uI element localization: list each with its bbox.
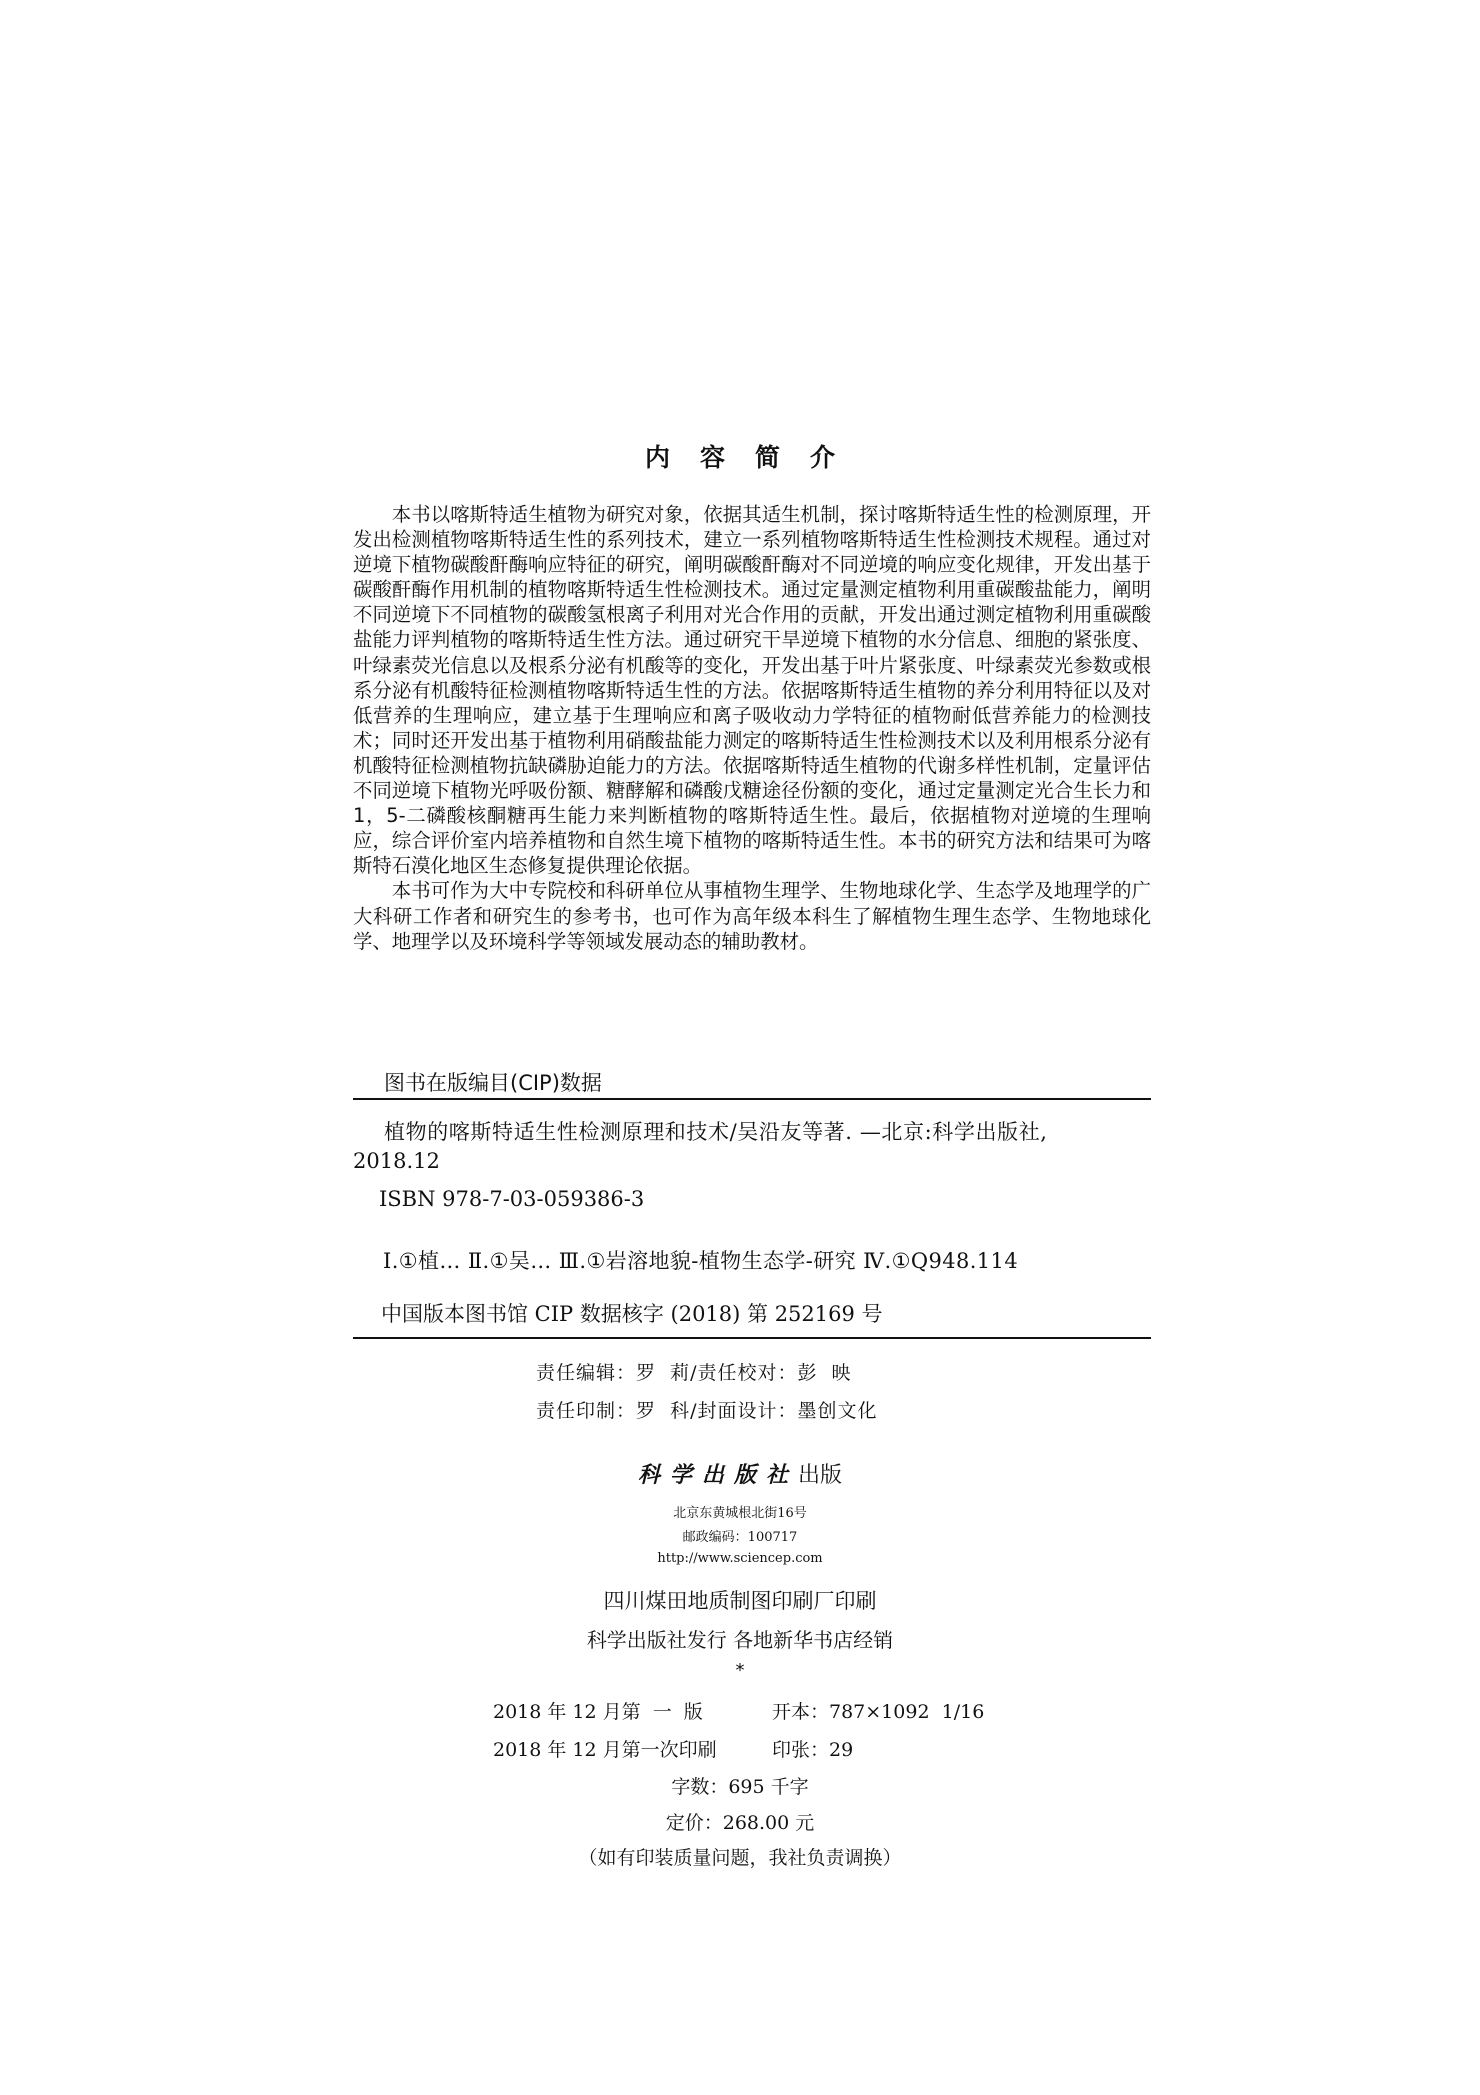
word-count: 字数：695 千字 (671, 1776, 809, 1798)
publisher-postcode: 邮政编码：100717 (682, 1530, 798, 1545)
cip-bottom-rule (353, 1337, 1151, 1339)
sheets-line: 印张：29 (772, 1739, 854, 1761)
publisher-website: http://www.sciencep.com (657, 1551, 823, 1566)
publisher-address: 北京东黄城根北街16号 (673, 1506, 807, 1521)
cip-top-rule (353, 1098, 1151, 1100)
separator-asterisk: * (735, 1660, 745, 1681)
cip-title-line: 植物的喀斯特适生性检测原理和技术/吴沿友等著. —北京:科学出版社, (384, 1120, 1048, 1144)
intro-title: 内容简介 (644, 443, 865, 472)
summary-paragraph-2: 本书可作为大中专院校和科研单位从事植物生理学、生物地球化学、生态学及地理学的广大科研工作者和研究生的参考书，也可作为高年级本科生了解植物生理生态学、生物地球化学、地理学以及环境科学等领域发展动态的辅助教材。 (353, 879, 1151, 953)
book-summary (353, 502, 1151, 954)
edition-line: 2018 年 12 月第 一 版 (493, 1701, 703, 1723)
printer-line: 四川煤田地质制图印刷厂印刷 (603, 1589, 877, 1613)
credit-line-editors: 责任编辑：罗 莉/责任校对：彭 映 (536, 1362, 852, 1384)
publisher-logo: 科学出版社 (637, 1462, 798, 1488)
price-line: 定价：268.00 元 (665, 1812, 815, 1834)
cip-classification: Ⅰ.①植… Ⅱ.①吴… Ⅲ.①岩溶地貌-植物生态学-研究 Ⅳ.①Q948.114 (383, 1249, 1019, 1273)
publisher-suffix: 出版 (798, 1463, 843, 1488)
cip-date-line: 2018.12 (353, 1149, 440, 1173)
quality-notice: （如有印装质量问题，我社负责调换） (578, 1847, 902, 1869)
cip-isbn: ISBN 978-7-03-059386-3 (379, 1187, 645, 1211)
cip-number: 中国版本图书馆 CIP 数据核字 (2018) 第 252169 号 (381, 1302, 883, 1326)
distribution-line: 科学出版社发行 各地新华书店经销 (586, 1628, 894, 1652)
cip-header: 图书在版编目(CIP)数据 (384, 1071, 602, 1095)
summary-paragraph-1: 本书以喀斯特适生植物为研究对象，依据其适生机制，探讨喀斯特适生性的检测原理，开发出检测植物喀斯特适生性的系列技术，建立一系列植物喀斯特适生性检测技术规程。通过对逆境下植物碳酸酐酶响应特征的研究，阐明碳酸酐酶对不同逆境的响应变化规律，开发出基于碳酸酐酶作用机制的植物喀斯特适生性检测技术。通过定量测定植物利用重碳酸盐能力，阐明不同逆境下不同植物的碳酸氢根离子利用对光合作用的贡献，开发出通过测定植物利用重碳酸盐能力评判植物的喀斯特适生性方法。通过研究干旱逆境下植物的水分信息、细胞的紧张度、叶绿素荧光信息以及根系分泌有机酸等的变化，开发出基于叶片紧张度、叶绿素荧光参数或根系分泌有机酸特征检测植物喀斯特适生性的方法。依据喀斯特适生植物的养分利用特征以及对低营养的生理响应，建立基于生理响应和离子吸收动力学特征的植物耐低营养能力的检测技术；同时还开发出基于植物利用硝酸盐能力测定的喀斯特适生性检测技术以及利用根系分泌有机酸特征检测植物抗缺磷胁迫能力的方法。依据喀斯特适生植物的代谢多样性机制，定量评估不同逆境下植物光呼吸份额、糖酵解和磷酸戊糖途径份额的变化，通过定量测定光合生长力和1，5-二磷酸核酮糖再生能力来判断植物的喀斯特适生性。最后，依据植物对逆境的生理响应，综合评价室内培养植物和自然生境下植物的喀斯特适生性。本书的研究方法和结果可为喀斯特石漠化地区生态修复提供理论依据。 (353, 503, 1151, 878)
publisher-line (0, 1458, 1480, 1489)
printing-line: 2018 年 12 月第一次印刷 (493, 1739, 717, 1761)
format-line: 开本：787×1092 1/16 (772, 1701, 985, 1723)
credit-line-print-design: 责任印制：罗 科/封面设计：墨创文化 (536, 1400, 878, 1422)
